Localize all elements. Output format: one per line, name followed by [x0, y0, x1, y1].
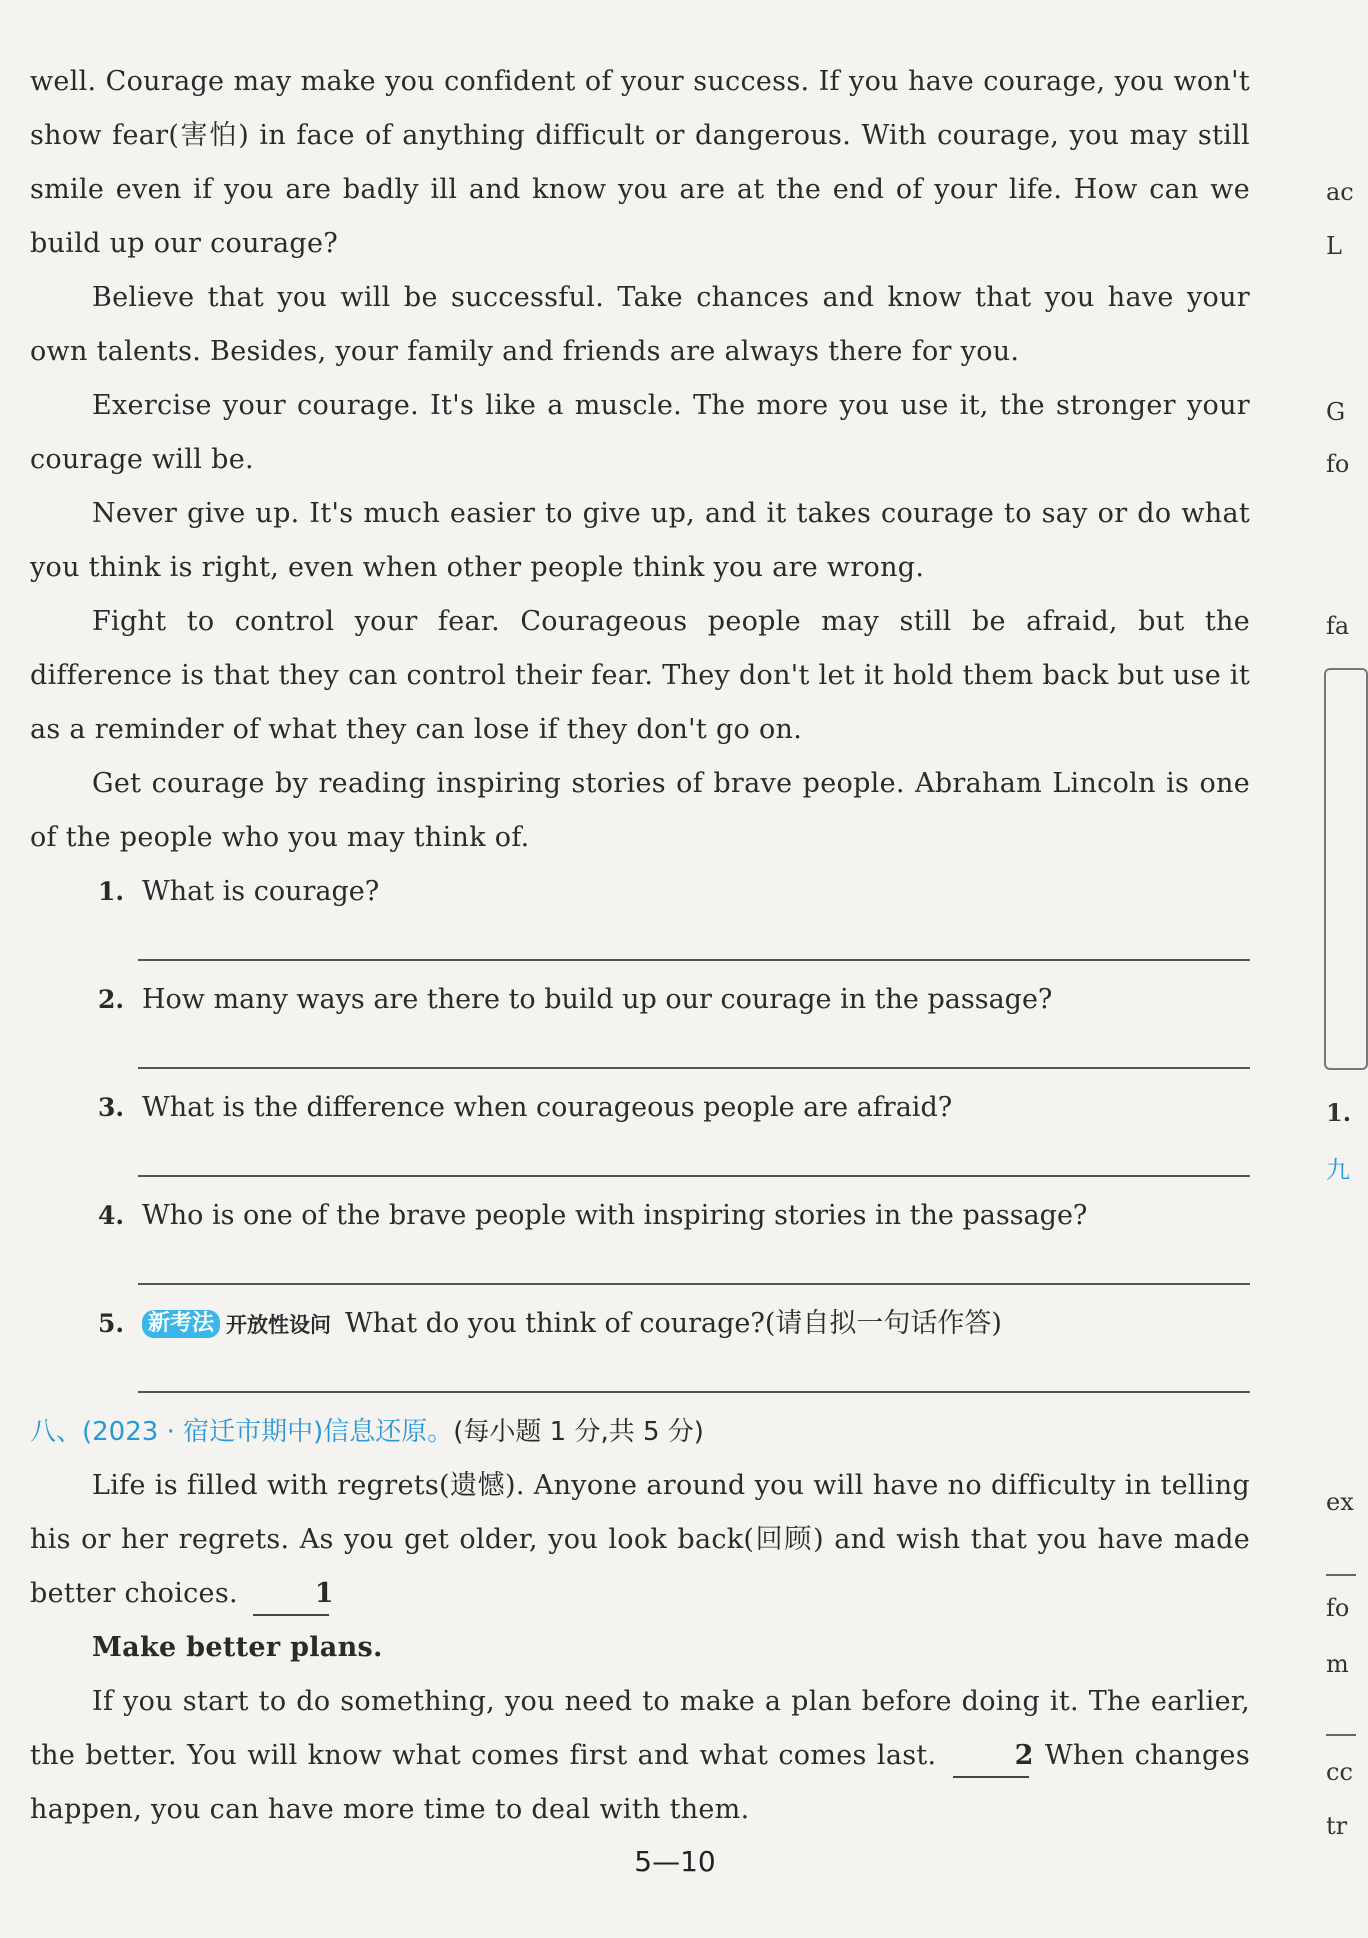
edge-text: G: [1326, 398, 1346, 426]
edge-text: fa: [1326, 612, 1350, 640]
new-format-badge: 新考法: [142, 1310, 220, 1338]
paragraph-regrets-text: Life is filled with regrets(遗憾). Anyone around you will have no difficulty in telling his or her regrets. As you get older, you look back(回顾) and wish that you have made better choices.: [30, 1470, 1250, 1609]
question-text: What is courage?: [142, 876, 380, 907]
question-5: [30, 1297, 1250, 1405]
question-text: How many ways are there to build up our courage in the passage?: [142, 984, 1053, 1015]
question-number: 1.: [98, 877, 125, 906]
question-4: [30, 1189, 1250, 1297]
paragraph-regrets: [30, 1459, 1250, 1621]
edge-text: fo: [1326, 450, 1350, 478]
page-number: 5—10: [634, 1845, 716, 1878]
section-8-title: 八、(2023 · 宿迁市期中)信息还原。: [30, 1417, 454, 1447]
blank-1[interactable]: 1: [253, 1574, 329, 1616]
edge-text: tr: [1326, 1812, 1348, 1840]
edge-line: [1326, 1734, 1356, 1736]
main-column: [30, 55, 1250, 1837]
question-number: 4.: [98, 1201, 125, 1230]
edge-text: 九: [1326, 1156, 1350, 1184]
section-8-heading: [30, 1405, 1250, 1459]
question-number: 2.: [98, 985, 125, 1014]
question-1: [30, 865, 1250, 973]
question-5-text: What do you think of courage?(请自拟一句话作答): [345, 1308, 1002, 1339]
edge-text: fo: [1326, 1594, 1350, 1622]
blank-2[interactable]: 2: [953, 1736, 1029, 1778]
paragraph-inspiring: Get courage by reading inspiring stories of brave people. Abraham Lincoln is one of the people who you may think of.: [30, 768, 1250, 853]
open-question-label: 开放性设问: [226, 1313, 332, 1337]
edge-line: [1326, 1574, 1356, 1576]
question-3: [30, 1081, 1250, 1189]
edge-text: 1.: [1326, 1098, 1352, 1127]
section-8-score: (每小题 1 分,共 5 分): [453, 1417, 704, 1447]
edge-text: ex: [1326, 1488, 1354, 1516]
question-text: [142, 1297, 1002, 1352]
edge-text: cc: [1326, 1758, 1353, 1786]
paragraph-plans-text: If you start to do something, you need to make a plan before doing it. The earlier, the better. You will know what comes first and what comes last.: [30, 1686, 1250, 1771]
edge-text: ac: [1326, 178, 1354, 206]
answer-line[interactable]: [138, 1175, 1250, 1177]
right-edge-clipped-column: [1322, 0, 1354, 1938]
question-text: Who is one of the brave people with inspiring stories in the passage?: [142, 1200, 1088, 1231]
paragraph-intro: well. Courage may make you confident of your success. If you have courage, you won't show fear(害怕) in face of anything difficult or dangerous. With courage, you may still smile even if you are badly ill and know you are at the end of your life. How can we build up our courage?: [30, 66, 1250, 259]
edge-text: m: [1326, 1650, 1349, 1678]
edge-text: L: [1326, 232, 1342, 260]
question-number: 5.: [98, 1309, 125, 1338]
paragraph-fight-fear: Fight to control your fear. Courageous people may still be afraid, but the difference is that they can control their fear. They don't let it hold them back but use it as a reminder of what they can lose if they don't go on.: [30, 606, 1250, 745]
paragraph-exercise: Exercise your courage. It's like a muscle. The more you use it, the stronger your courage will be.: [30, 390, 1250, 475]
edge-box: [1324, 668, 1368, 1070]
subheading-make-better-plans: Make better plans.: [92, 1632, 383, 1663]
paragraph-plans-text-2: When changes happen, you can have more time to deal with them.: [30, 1740, 1250, 1825]
question-number: 3.: [98, 1093, 125, 1122]
paragraph-never-give-up: Never give up. It's much easier to give up, and it takes courage to say or do what you think is right, even when other people think you are wrong.: [30, 498, 1250, 583]
answer-line[interactable]: [138, 1067, 1250, 1069]
answer-line[interactable]: [138, 1391, 1250, 1393]
paragraph-believe: Believe that you will be successful. Take chances and know that you have your own talents. Besides, your family and friends are always there for you.: [30, 282, 1250, 367]
answer-line[interactable]: [138, 1283, 1250, 1285]
question-2: [30, 973, 1250, 1081]
answer-line[interactable]: [138, 959, 1250, 961]
paragraph-plans: [30, 1675, 1250, 1837]
question-text: What is the difference when courageous people are afraid?: [142, 1092, 953, 1123]
